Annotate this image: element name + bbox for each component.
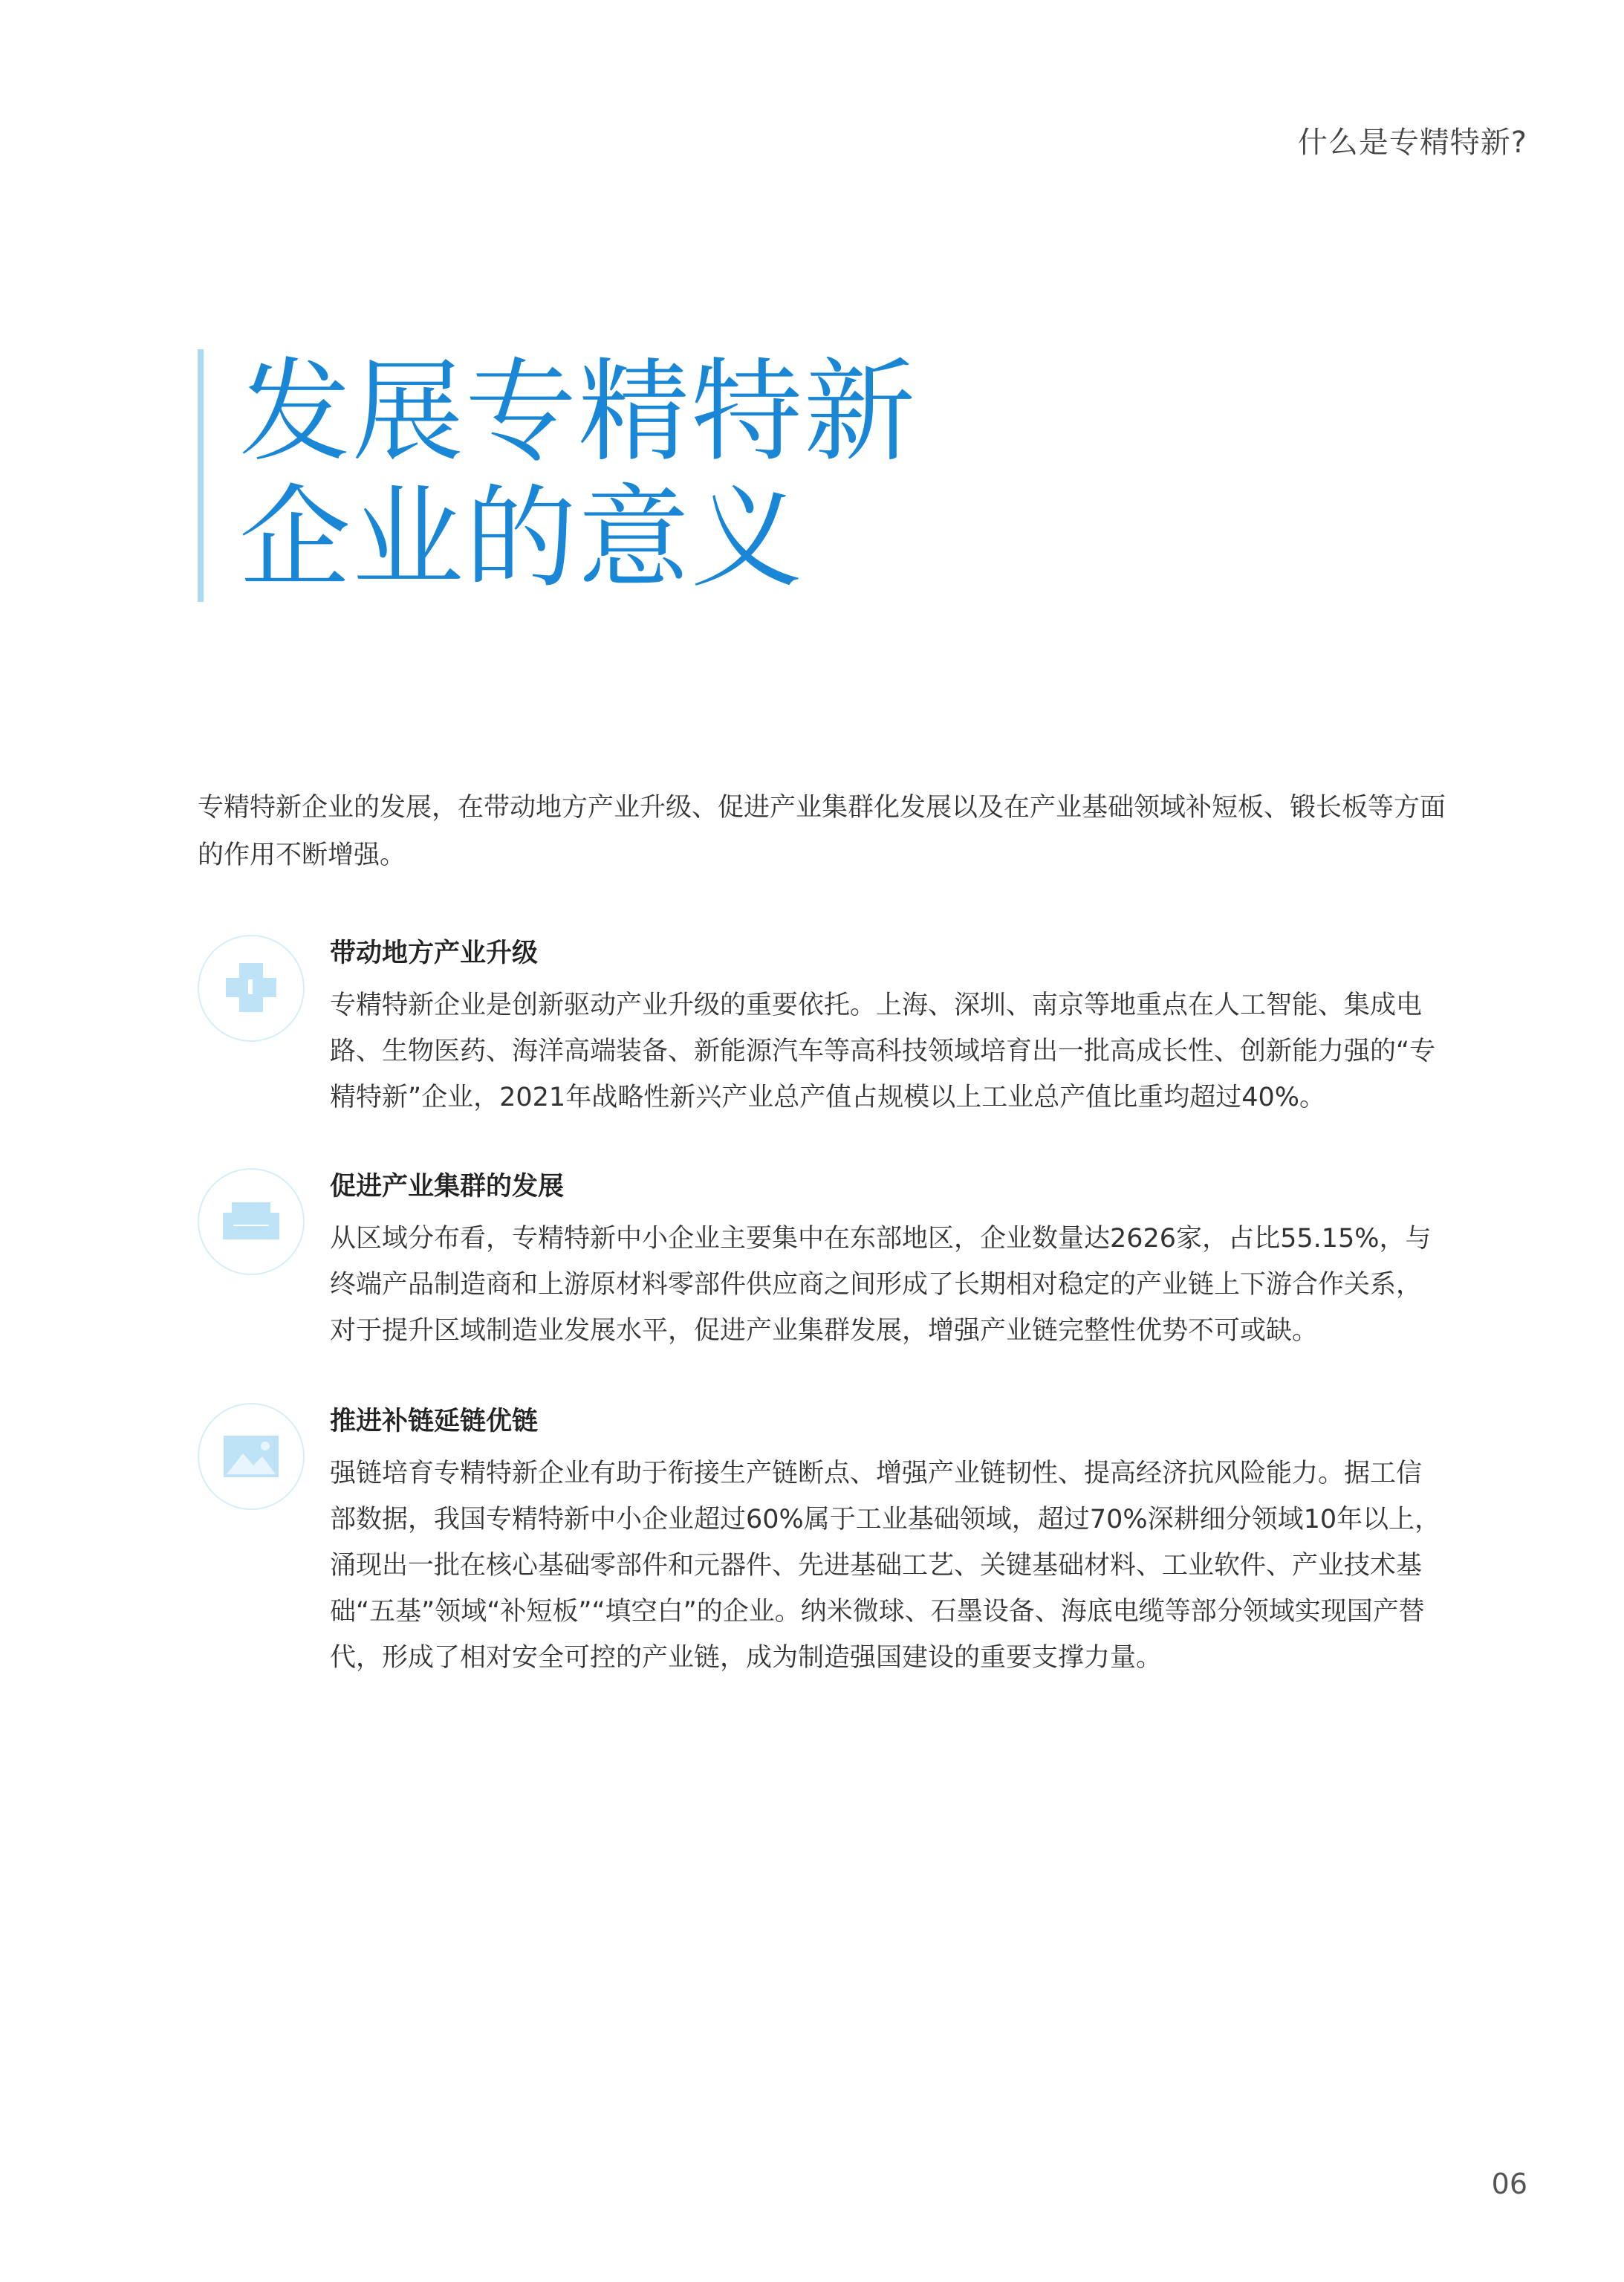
intro-paragraph: 专精特新企业的发展，在带动地方产业升级、促进产业集群化发展以及在产业基础领域补短板、锻长板等方面的作用不断增强。	[198, 793, 1446, 870]
section-text: 专精特新企业是创新驱动产业升级的重要依托。上海、深圳、南京等地重点在人工智能、集成电路、生物医药、海洋高端装备、新能源汽车等高科技领域培育出一批高成长性、创新能力强的“专精特新”企业，2021年战略性新兴产业总产值占规模以上工业总产值比重均超过40%。	[330, 991, 1436, 1112]
section-heading: 促进产业集群的发展	[330, 1172, 565, 1202]
image-icon	[198, 1403, 305, 1510]
section-body	[330, 935, 1444, 1121]
section-body	[330, 1168, 1444, 1354]
page-title	[198, 349, 917, 602]
sofa-icon	[198, 1168, 305, 1275]
running-header: 什么是专精特新?	[1297, 126, 1527, 160]
blocks-icon	[198, 935, 305, 1042]
page-number: 06	[1491, 2168, 1527, 2200]
section-body	[330, 1403, 1444, 1681]
section-text: 从区域分布看，专精特新中小企业主要集中在东部地区，企业数量达2626家，占比55.15%，与终端产品制造商和上游原材料零部件供应商之间形成了长期相对稳定的产业链上下游合作关系，对于提升区域制造业发展水平，促进产业集群发展，增强产业链完整性优势不可或缺。	[330, 1224, 1432, 1346]
title-line-1: 发展专精特新	[239, 348, 917, 477]
title-line-2: 企业的意义	[239, 474, 805, 603]
section-text: 强链培育专精特新企业有助于衔接生产链断点、增强产业链韧性、提高经济抗风险能力。据工信部数据，我国专精特新中小企业超过60%属于工业基础领域，超过70%深耕细分领域10年以上，涌现出一批在核心基础零部件和元器件、先进基础工艺、关键基础材料、工业软件、产业技术基础“五基”领域“补短板”“填空白”的企业。纳米微球、石墨设备、海底电缆等部分领域实现国产替代，形成了相对安全可控的产业链，成为制造强国建设的重要支撑力量。	[330, 1459, 1441, 1673]
section-heading: 推进补链延链优链	[330, 1407, 539, 1436]
section-heading: 带动地方产业升级	[330, 939, 539, 968]
